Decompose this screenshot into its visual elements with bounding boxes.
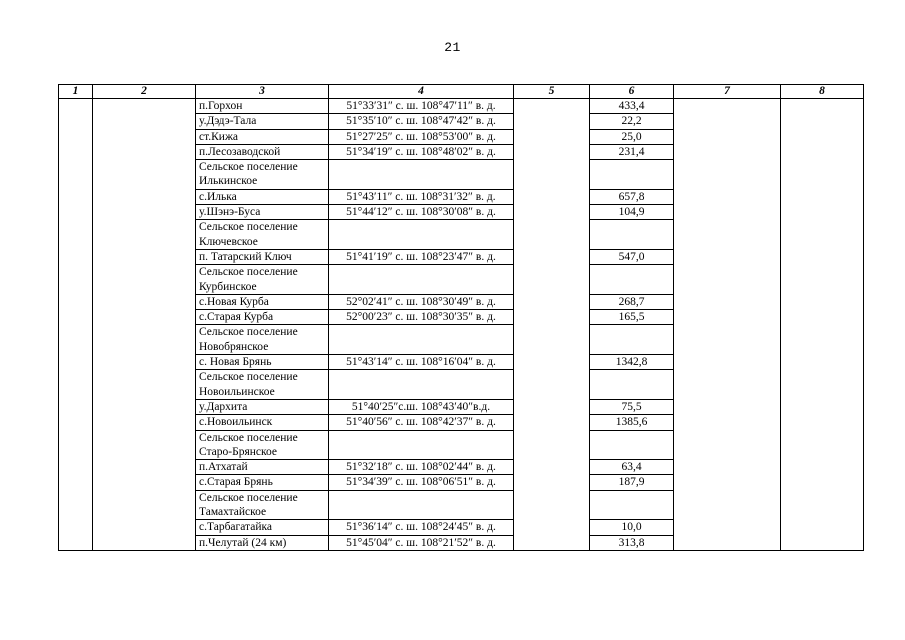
cell-col-1: [59, 160, 93, 190]
cell-col-2: [93, 370, 196, 400]
cell-col-7: [674, 249, 781, 264]
coordinates-cell: 51°34′19″ с. ш. 108°48′02″ в. д.: [329, 144, 514, 159]
cell-col-1: [59, 370, 93, 400]
cell-col-2: [93, 129, 196, 144]
cell-col-2: [93, 535, 196, 550]
settlement-name-cell: с.Новая Курба: [196, 294, 329, 309]
settlement-name-cell: Сельское поселение Тамахтайское: [196, 490, 329, 520]
cell-col-5: [514, 220, 590, 250]
coordinates-cell: 51°34′39″ с. ш. 108°06′51″ в. д.: [329, 475, 514, 490]
value-cell: 75,5: [590, 399, 674, 414]
cell-col-1: [59, 460, 93, 475]
coordinates-cell: [329, 160, 514, 190]
settlement-name-cell: с.Илька: [196, 189, 329, 204]
cell-col-2: [93, 355, 196, 370]
value-cell: 10,0: [590, 520, 674, 535]
table-row: [59, 520, 864, 535]
table-row: [59, 144, 864, 159]
cell-col-5: [514, 325, 590, 355]
cell-col-8: [781, 265, 864, 295]
cell-col-8: [781, 535, 864, 550]
cell-col-7: [674, 160, 781, 190]
cell-col-5: [514, 189, 590, 204]
cell-col-1: [59, 520, 93, 535]
cell-col-2: [93, 189, 196, 204]
value-cell: 25,0: [590, 129, 674, 144]
cell-col-7: [674, 355, 781, 370]
settlement-name-cell: Сельское поселение Старо-Брянское: [196, 430, 329, 460]
column-header: 3: [196, 85, 329, 99]
coordinates-cell: 51°40′25″с.ш. 108°43′40″в.д.: [329, 399, 514, 414]
settlement-name-cell: п.Лесозаводской: [196, 144, 329, 159]
cell-col-2: [93, 114, 196, 129]
cell-col-7: [674, 535, 781, 550]
cell-col-1: [59, 114, 93, 129]
value-cell: [590, 490, 674, 520]
coordinates-cell: [329, 370, 514, 400]
table-row: [59, 294, 864, 309]
table-row: [59, 490, 864, 520]
value-cell: [590, 370, 674, 400]
coordinates-cell: 51°40′56″ с. ш. 108°42′37″ в. д.: [329, 415, 514, 430]
column-header: 1: [59, 85, 93, 99]
cell-col-2: [93, 475, 196, 490]
table-row: [59, 430, 864, 460]
settlement-name-cell: Сельское поселение Новоильинское: [196, 370, 329, 400]
cell-col-7: [674, 520, 781, 535]
cell-col-5: [514, 249, 590, 264]
cell-col-1: [59, 220, 93, 250]
coordinates-cell: 51°44′12″ с. ш. 108°30′08″ в. д.: [329, 205, 514, 220]
settlement-name-cell: п. Татарский Ключ: [196, 249, 329, 264]
cell-col-8: [781, 355, 864, 370]
settlement-name-cell: ст.Кижа: [196, 129, 329, 144]
cell-col-5: [514, 535, 590, 550]
cell-col-5: [514, 265, 590, 295]
table-row: [59, 99, 864, 114]
cell-col-8: [781, 430, 864, 460]
cell-col-7: [674, 129, 781, 144]
coordinates-cell: 51°43′14″ с. ш. 108°16′04″ в. д.: [329, 355, 514, 370]
cell-col-8: [781, 490, 864, 520]
value-cell: 547,0: [590, 249, 674, 264]
cell-col-5: [514, 370, 590, 400]
coordinates-cell: 51°43′11″ с. ш. 108°31′32″ в. д.: [329, 189, 514, 204]
cell-col-5: [514, 114, 590, 129]
cell-col-8: [781, 220, 864, 250]
cell-col-8: [781, 144, 864, 159]
cell-col-5: [514, 310, 590, 325]
value-cell: 1342,8: [590, 355, 674, 370]
table-row: [59, 399, 864, 414]
coordinates-cell: [329, 430, 514, 460]
cell-col-1: [59, 325, 93, 355]
cell-col-5: [514, 430, 590, 460]
cell-col-5: [514, 520, 590, 535]
cell-col-8: [781, 460, 864, 475]
cell-col-1: [59, 249, 93, 264]
cell-col-7: [674, 220, 781, 250]
cell-col-8: [781, 294, 864, 309]
cell-col-2: [93, 310, 196, 325]
value-cell: [590, 430, 674, 460]
value-cell: 104,9: [590, 205, 674, 220]
cell-col-5: [514, 144, 590, 159]
cell-col-8: [781, 189, 864, 204]
value-cell: 63,4: [590, 460, 674, 475]
coordinates-cell: [329, 325, 514, 355]
cell-col-2: [93, 205, 196, 220]
cell-col-7: [674, 265, 781, 295]
column-header: 8: [781, 85, 864, 99]
settlement-name-cell: с.Новоильинск: [196, 415, 329, 430]
cell-col-7: [674, 475, 781, 490]
coordinates-cell: 51°27′25″ с. ш. 108°53′00″ в. д.: [329, 129, 514, 144]
value-cell: 1385,6: [590, 415, 674, 430]
cell-col-5: [514, 205, 590, 220]
table-row: [59, 189, 864, 204]
cell-col-5: [514, 490, 590, 520]
settlement-name-cell: п.Челутай (24 км): [196, 535, 329, 550]
coordinates-cell: 52°02′41″ с. ш. 108°30′49″ в. д.: [329, 294, 514, 309]
cell-col-8: [781, 310, 864, 325]
value-cell: 187,9: [590, 475, 674, 490]
cell-col-1: [59, 99, 93, 114]
coordinates-cell: 51°35′10″ с. ш. 108°47′42″ в. д.: [329, 114, 514, 129]
cell-col-2: [93, 160, 196, 190]
cell-col-7: [674, 99, 781, 114]
cell-col-1: [59, 144, 93, 159]
settlement-name-cell: Сельское поселение Новобрянское: [196, 325, 329, 355]
header-row: [59, 85, 864, 99]
cell-col-8: [781, 249, 864, 264]
cell-col-5: [514, 160, 590, 190]
column-header: 2: [93, 85, 196, 99]
cell-col-7: [674, 460, 781, 475]
cell-col-1: [59, 205, 93, 220]
coordinates-cell: [329, 490, 514, 520]
cell-col-8: [781, 160, 864, 190]
cell-col-1: [59, 355, 93, 370]
cell-col-2: [93, 99, 196, 114]
cell-col-8: [781, 325, 864, 355]
cell-col-7: [674, 399, 781, 414]
value-cell: [590, 220, 674, 250]
cell-col-7: [674, 114, 781, 129]
table-row: [59, 355, 864, 370]
settlement-name-cell: у.Дархита: [196, 399, 329, 414]
cell-col-2: [93, 294, 196, 309]
settlement-name-cell: п.Горхон: [196, 99, 329, 114]
cell-col-2: [93, 249, 196, 264]
table-row: [59, 310, 864, 325]
settlement-name-cell: у.Шэнэ-Буса: [196, 205, 329, 220]
settlement-name-cell: с.Тарбагатайка: [196, 520, 329, 535]
table-row: [59, 114, 864, 129]
cell-col-8: [781, 205, 864, 220]
cell-col-1: [59, 430, 93, 460]
column-header: 7: [674, 85, 781, 99]
table-row: [59, 415, 864, 430]
cell-col-2: [93, 399, 196, 414]
table-row: [59, 370, 864, 400]
cell-col-1: [59, 189, 93, 204]
cell-col-7: [674, 325, 781, 355]
coordinates-cell: 51°45′04″ с. ш. 108°21′52″ в. д.: [329, 535, 514, 550]
cell-col-5: [514, 294, 590, 309]
cell-col-5: [514, 460, 590, 475]
table-row: [59, 220, 864, 250]
coordinates-cell: 51°32′18″ с. ш. 108°02′44″ в. д.: [329, 460, 514, 475]
cell-col-5: [514, 99, 590, 114]
cell-col-2: [93, 265, 196, 295]
settlement-name-cell: с.Старая Курба: [196, 310, 329, 325]
table-row: [59, 160, 864, 190]
cell-col-2: [93, 325, 196, 355]
cell-col-5: [514, 475, 590, 490]
table-row: [59, 129, 864, 144]
value-cell: 165,5: [590, 310, 674, 325]
cell-col-8: [781, 475, 864, 490]
table-row: [59, 475, 864, 490]
cell-col-7: [674, 370, 781, 400]
coordinates-cell: [329, 265, 514, 295]
value-cell: 657,8: [590, 189, 674, 204]
cell-col-8: [781, 399, 864, 414]
cell-col-2: [93, 490, 196, 520]
page-number: 21: [444, 40, 461, 55]
settlement-name-cell: п.Атхатай: [196, 460, 329, 475]
cell-col-5: [514, 355, 590, 370]
value-cell: 22,2: [590, 114, 674, 129]
cell-col-7: [674, 294, 781, 309]
cell-col-1: [59, 535, 93, 550]
table-row: [59, 535, 864, 550]
cell-col-5: [514, 399, 590, 414]
value-cell: 268,7: [590, 294, 674, 309]
column-header: 5: [514, 85, 590, 99]
cell-col-1: [59, 475, 93, 490]
cell-col-8: [781, 129, 864, 144]
cell-col-5: [514, 415, 590, 430]
coordinates-cell: 51°36′14″ с. ш. 108°24′45″ в. д.: [329, 520, 514, 535]
cell-col-7: [674, 490, 781, 520]
cell-col-1: [59, 129, 93, 144]
settlement-name-cell: Сельское поселение Курбинское: [196, 265, 329, 295]
settlements-table: [58, 84, 864, 551]
cell-col-2: [93, 415, 196, 430]
cell-col-7: [674, 205, 781, 220]
value-cell: [590, 160, 674, 190]
cell-col-1: [59, 399, 93, 414]
value-cell: 313,8: [590, 535, 674, 550]
cell-col-1: [59, 310, 93, 325]
cell-col-2: [93, 220, 196, 250]
cell-col-2: [93, 460, 196, 475]
cell-col-7: [674, 310, 781, 325]
table-row: [59, 265, 864, 295]
value-cell: 433,4: [590, 99, 674, 114]
cell-col-7: [674, 189, 781, 204]
cell-col-7: [674, 144, 781, 159]
cell-col-1: [59, 490, 93, 520]
cell-col-8: [781, 99, 864, 114]
settlement-name-cell: Сельское поселение Илькинское: [196, 160, 329, 190]
cell-col-8: [781, 370, 864, 400]
coordinates-cell: [329, 220, 514, 250]
cell-col-2: [93, 430, 196, 460]
settlement-name-cell: Сельское поселение Ключевское: [196, 220, 329, 250]
coordinates-cell: 51°41′19″ с. ш. 108°23′47″ в. д.: [329, 249, 514, 264]
settlement-name-cell: с.Старая Брянь: [196, 475, 329, 490]
value-cell: 231,4: [590, 144, 674, 159]
cell-col-1: [59, 415, 93, 430]
value-cell: [590, 325, 674, 355]
cell-col-7: [674, 430, 781, 460]
column-header: 6: [590, 85, 674, 99]
cell-col-8: [781, 415, 864, 430]
coordinates-cell: 52°00′23″ с. ш. 108°30′35″ в. д.: [329, 310, 514, 325]
table-row: [59, 325, 864, 355]
column-header: 4: [329, 85, 514, 99]
cell-col-8: [781, 520, 864, 535]
cell-col-2: [93, 144, 196, 159]
cell-col-2: [93, 520, 196, 535]
table-row: [59, 205, 864, 220]
settlement-name-cell: с. Новая Брянь: [196, 355, 329, 370]
cell-col-8: [781, 114, 864, 129]
table-row: [59, 249, 864, 264]
value-cell: [590, 265, 674, 295]
table-row: [59, 460, 864, 475]
cell-col-1: [59, 294, 93, 309]
cell-col-5: [514, 129, 590, 144]
settlement-name-cell: у.Дэдэ-Тала: [196, 114, 329, 129]
cell-col-7: [674, 415, 781, 430]
coordinates-cell: 51°33′31″ с. ш. 108°47′11″ в. д.: [329, 99, 514, 114]
cell-col-1: [59, 265, 93, 295]
